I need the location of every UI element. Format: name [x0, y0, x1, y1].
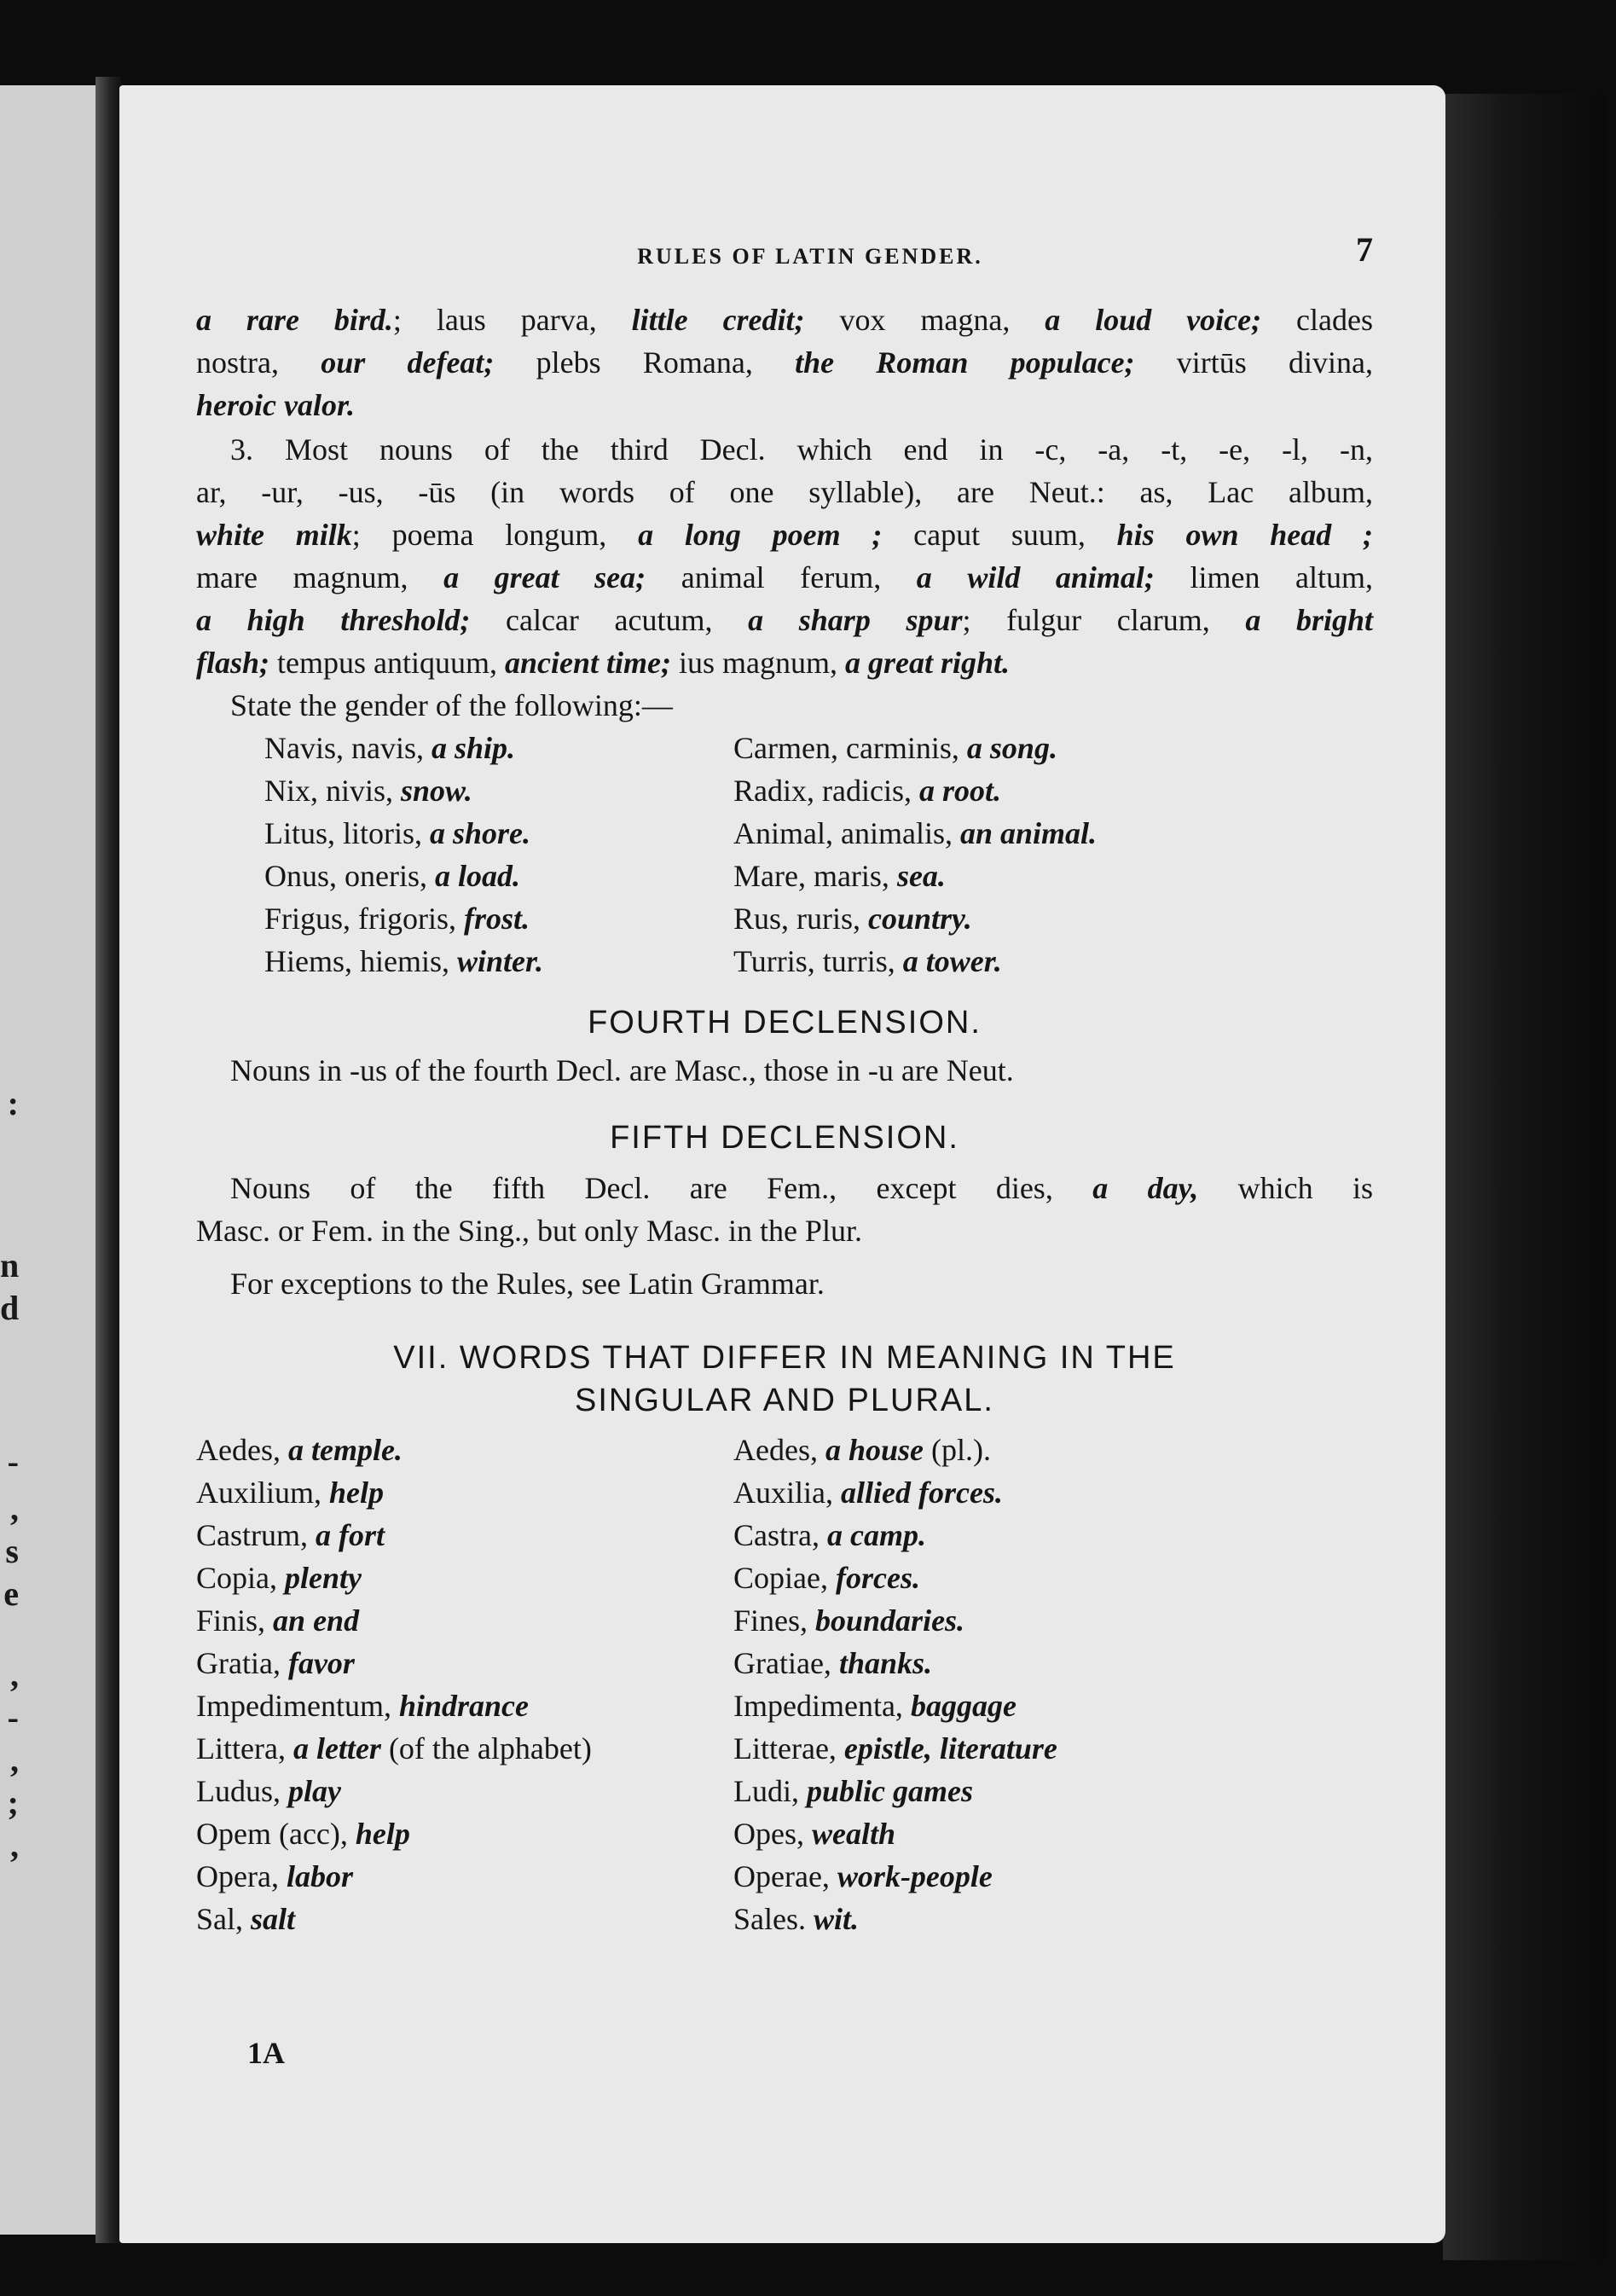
- list-item: [733, 1855, 1057, 1898]
- english-meaning: epistle, literature: [843, 1731, 1057, 1765]
- list-item: [196, 1684, 592, 1727]
- latin-word: Opes,: [733, 1817, 812, 1851]
- list-item: [196, 1727, 592, 1770]
- left-page-fragment: ;: [7, 1783, 19, 1822]
- exercise-instruction: State the gender of the following:—: [230, 688, 673, 722]
- english-meaning: plenty: [285, 1561, 362, 1595]
- list-item: [196, 1599, 592, 1642]
- list-item: [264, 940, 543, 983]
- meaning-note: (pl.).: [924, 1433, 991, 1467]
- latin-word: Fines,: [733, 1603, 816, 1638]
- list-item: [196, 1514, 592, 1557]
- english-meaning: salt: [251, 1902, 296, 1936]
- list-item: [264, 727, 543, 769]
- latin-word: Impedimentum,: [196, 1689, 399, 1723]
- meaning-note: (of the alphabet): [380, 1731, 592, 1765]
- english-meaning: a house: [825, 1433, 924, 1467]
- para-line: mare magnum, a great sea; animal ferum, a wild animal; limen altum,: [196, 560, 1374, 594]
- running-head: [196, 229, 1373, 271]
- signature-mark: 1A: [247, 2036, 285, 2070]
- list-item: [733, 1471, 1057, 1514]
- english-meaning: a fort: [316, 1518, 385, 1552]
- left-page-fragment: n: [0, 1246, 20, 1284]
- english-meaning: labor: [286, 1859, 353, 1893]
- running-head-title: RULES OF LATIN GENDER.: [637, 244, 983, 269]
- list-item: [196, 1770, 592, 1812]
- list-item: [196, 1898, 592, 1940]
- english-meaning: frost.: [464, 902, 530, 936]
- page-number: 7: [1356, 230, 1373, 269]
- para-line: flash; tempus antiquum, ancient time; ius magnum, a great right.: [196, 646, 1011, 680]
- latin-word: Auxilia,: [733, 1476, 841, 1510]
- latin-word: Animal, animalis,: [733, 816, 960, 850]
- latin-word: Litterae,: [733, 1731, 844, 1765]
- english-meaning: play: [288, 1774, 341, 1808]
- heading-section-vii-line1: VII. WORDS THAT DIFFER IN MEANING IN THE: [393, 1340, 1176, 1376]
- latin-word: Copiae,: [733, 1561, 836, 1595]
- para-line: ar, -ur, -us, -ūs (in words of one syllable), are Neut.: as, Lac album,: [196, 475, 1373, 509]
- para-line: 3. Most nouns of the third Decl. which end in -c, -a, -t, -e, -l, -n,: [230, 432, 1373, 467]
- list-item: [733, 1727, 1057, 1770]
- latin-word: Ludus,: [196, 1774, 288, 1808]
- list-item: [733, 1599, 1057, 1642]
- latin-word: Auxilium,: [196, 1476, 330, 1510]
- list-item: [733, 1514, 1057, 1557]
- english-meaning: hindrance: [398, 1689, 530, 1723]
- english-meaning: a tower.: [902, 944, 1002, 978]
- page-edges: [1443, 94, 1605, 2260]
- latin-word: Turris, turris,: [733, 944, 903, 978]
- left-page-fragment: s: [5, 1532, 19, 1570]
- latin-word: Hiems, hiemis,: [264, 944, 457, 978]
- latin-word: Sales.: [733, 1902, 814, 1936]
- latin-word: Impedimenta,: [733, 1689, 911, 1723]
- heading-fifth-declension: FIFTH DECLENSION.: [610, 1120, 959, 1156]
- gender-exercise-right: [733, 727, 1097, 983]
- left-page-fragment: ,: [10, 1655, 19, 1694]
- latin-word: Aedes,: [196, 1433, 288, 1467]
- english-meaning: a shore.: [430, 816, 531, 850]
- english-meaning: a song.: [966, 731, 1057, 765]
- english-meaning: thanks.: [838, 1646, 932, 1680]
- latin-word: Gratiae,: [733, 1646, 839, 1680]
- paragraph-rule-3: [196, 428, 1373, 684]
- para-line: white milk; poema longum, a long poem ; caput suum, his own head ;: [196, 518, 1373, 552]
- english-meaning: a temple.: [287, 1433, 403, 1467]
- latin-word: Finis,: [196, 1603, 274, 1638]
- left-page-fragment: ,: [10, 1826, 19, 1864]
- left-page-fragment: :: [7, 1084, 19, 1122]
- fourth-declension-rule: Nouns in -us of the fourth Decl. are Masc., those in -u are Neut.: [230, 1053, 1014, 1087]
- english-meaning: a root.: [918, 774, 1001, 808]
- list-item: [264, 769, 543, 812]
- english-meaning: favor: [287, 1646, 355, 1680]
- list-item: [733, 1557, 1057, 1599]
- plural-meanings-list: [733, 1429, 1057, 1940]
- latin-word: Operae,: [733, 1859, 837, 1893]
- book-gutter: [96, 77, 121, 2243]
- latin-word: Mare, maris,: [733, 859, 897, 893]
- latin-word: Rus, ruris,: [733, 902, 869, 936]
- english-meaning: snow.: [401, 774, 472, 808]
- english-meaning: boundaries.: [815, 1603, 965, 1638]
- list-item: [733, 1812, 1057, 1855]
- latin-word: Ludi,: [733, 1774, 807, 1808]
- latin-word: Gratia,: [196, 1646, 288, 1680]
- singular-meanings-list: [196, 1429, 592, 1940]
- list-item: [196, 1812, 592, 1855]
- list-item: [733, 1898, 1057, 1940]
- list-item: [264, 897, 543, 940]
- english-meaning: work-people: [837, 1859, 993, 1893]
- latin-word: Litus, litoris,: [264, 816, 431, 850]
- latin-word: Aedes,: [733, 1433, 825, 1467]
- latin-word: Carmen, carminis,: [733, 731, 967, 765]
- english-meaning: a ship.: [431, 731, 516, 765]
- english-meaning: sea.: [896, 859, 946, 893]
- latin-word: Copia,: [196, 1561, 285, 1595]
- para-line: a rare bird.; laus parva, little credit; vox magna, a loud voice; clades: [196, 303, 1374, 337]
- list-item: [264, 855, 543, 897]
- english-meaning: help: [355, 1817, 410, 1851]
- list-item: [196, 1642, 592, 1684]
- book-page: [119, 85, 1445, 2243]
- list-item: [733, 1770, 1057, 1812]
- english-meaning: wealth: [812, 1817, 896, 1851]
- english-meaning: allied forces.: [840, 1476, 1003, 1510]
- english-meaning: public games: [807, 1774, 973, 1808]
- gender-exercise-left: [264, 727, 543, 983]
- english-meaning: winter.: [456, 944, 544, 978]
- list-item: [733, 812, 1097, 855]
- english-meaning: a load.: [435, 859, 521, 893]
- fifth-declension-rule: Nouns of the fifth Decl. are Fem., except dies, a day, which is Masc. or Fem. in the Sing., but only Masc. in the Plur.: [196, 1171, 1373, 1248]
- latin-word: Castrum,: [196, 1518, 316, 1552]
- latin-word: Opera,: [196, 1859, 287, 1893]
- english-meaning: a letter: [293, 1731, 381, 1765]
- left-page-fragment: e: [3, 1574, 19, 1613]
- paragraph-examples: [196, 299, 1373, 426]
- list-item: [733, 727, 1097, 769]
- latin-word: Sal,: [196, 1902, 252, 1936]
- list-item: [196, 1855, 592, 1898]
- latin-word: Navis, navis,: [264, 731, 432, 765]
- list-item: [196, 1471, 592, 1514]
- english-meaning: help: [329, 1476, 385, 1510]
- left-page-fragment: ,: [10, 1741, 19, 1779]
- english-meaning: baggage: [910, 1689, 1017, 1723]
- english-meaning: forces.: [835, 1561, 920, 1595]
- latin-word: Opem (acc),: [196, 1817, 356, 1851]
- list-item: [196, 1429, 592, 1471]
- list-item: [733, 769, 1097, 812]
- english-meaning: a camp.: [826, 1518, 926, 1552]
- list-item: [733, 1684, 1057, 1727]
- list-item: [196, 1557, 592, 1599]
- latin-word: Nix, nivis,: [264, 774, 402, 808]
- latin-word: Onus, oneris,: [264, 859, 435, 893]
- para-line: heroic valor.: [196, 388, 355, 422]
- left-page-fragment: ,: [10, 1489, 19, 1528]
- latin-word: Castra,: [733, 1518, 827, 1552]
- latin-word: Littera,: [196, 1731, 293, 1765]
- english-meaning: country.: [868, 902, 972, 936]
- list-item: [733, 1429, 1057, 1471]
- list-item: [264, 812, 543, 855]
- list-item: [733, 855, 1097, 897]
- latin-word: Frigus, frigoris,: [264, 902, 464, 936]
- english-meaning: an end: [273, 1603, 360, 1638]
- list-item: [733, 1642, 1057, 1684]
- list-item: [733, 940, 1097, 983]
- heading-section-vii-line2: SINGULAR AND PLURAL.: [575, 1383, 994, 1418]
- left-page-fragment: d: [0, 1289, 20, 1327]
- left-page-fragment: -: [7, 1442, 19, 1481]
- exceptions-note: For exceptions to the Rules, see Latin Grammar.: [230, 1267, 825, 1301]
- list-item: [733, 897, 1097, 940]
- left-page-fragment: -: [7, 1698, 19, 1736]
- para-line: a high threshold; calcar acutum, a sharp spur; fulgur clarum, a bright: [196, 603, 1374, 637]
- english-meaning: an animal.: [959, 816, 1098, 850]
- english-meaning: wit.: [814, 1902, 860, 1936]
- para-line: nostra, our defeat; plebs Romana, the Roman populace; virtūs divina,: [196, 345, 1373, 380]
- heading-fourth-declension: FOURTH DECLENSION.: [588, 1005, 982, 1041]
- latin-word: Radix, radicis,: [733, 774, 919, 808]
